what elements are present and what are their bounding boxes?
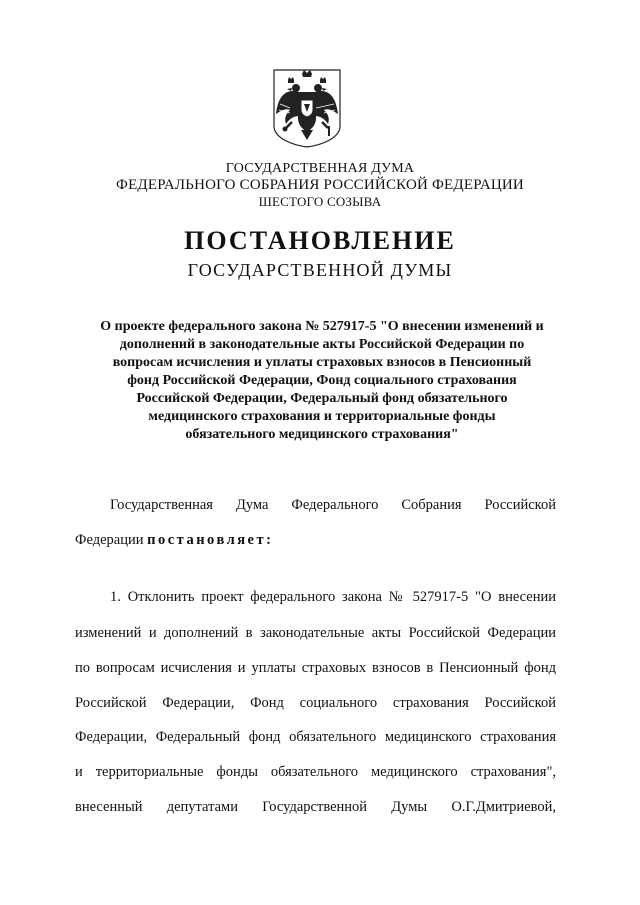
paragraph-line: Федерации, Федеральный фонд обязательного медицинского страхования	[75, 729, 556, 745]
paragraph-line: изменений и дополнений в законодательные акты Российской Федерации	[75, 625, 556, 641]
paragraph-line: 1. Отклонить проект федерального закона № 527917-5 "О внесении	[110, 589, 556, 605]
subject-line: обязательного медицинского страхования"	[185, 427, 459, 442]
subject-line: медицинского страхования и территориальные фонды	[148, 409, 496, 424]
org-name-line-1: ГОСУДАРСТВЕННАЯ ДУМА	[225, 161, 415, 176]
subject-line: вопросам исчисления и уплаты страховых взносов в Пенсионный	[112, 355, 532, 370]
paragraph-line: Российской Федерации, Фонд социального страхования Российской	[75, 695, 556, 711]
document-subtitle: ГОСУДАРСТВЕННОЙ ДУМЫ	[187, 260, 453, 280]
subject-line: Российской Федерации, Федеральный фонд обязательного	[136, 391, 508, 406]
paragraph-line: по вопросам исчисления и уплаты страховых взносов в Пенсионный фонд	[75, 660, 556, 676]
paragraph-line: и территориальные фонды обязательного медицинского страхования",	[75, 764, 556, 780]
preamble-text: Федерации	[75, 532, 148, 548]
convocation-line: ШЕСТОГО СОЗЫВА	[258, 194, 382, 209]
paragraph-line: внесенный депутатами Государственной Думы О.Г.Дмитриевой,	[75, 799, 556, 815]
coat-of-arms-icon	[272, 68, 342, 148]
subject-line: дополнений в законодательные акты Российской Федерации по	[119, 337, 525, 352]
preamble-line-2	[75, 532, 556, 549]
subject-line: фонд Российской Федерации, Фонд социального страхования	[127, 373, 517, 388]
resolves-word: постановляет:	[147, 532, 274, 548]
org-name-line-2: ФЕДЕРАЛЬНОГО СОБРАНИЯ РОССИЙСКОЙ ФЕДЕРАЦИИ	[116, 177, 524, 193]
preamble-line-1: Государственная Дума Федерального Собрания Российской	[110, 497, 556, 513]
document-title: ПОСТАНОВЛЕНИЕ	[184, 226, 456, 255]
subject-line: О проекте федерального закона № 527917-5 "О внесении изменений и	[100, 319, 544, 334]
resolution-subject	[72, 318, 572, 444]
